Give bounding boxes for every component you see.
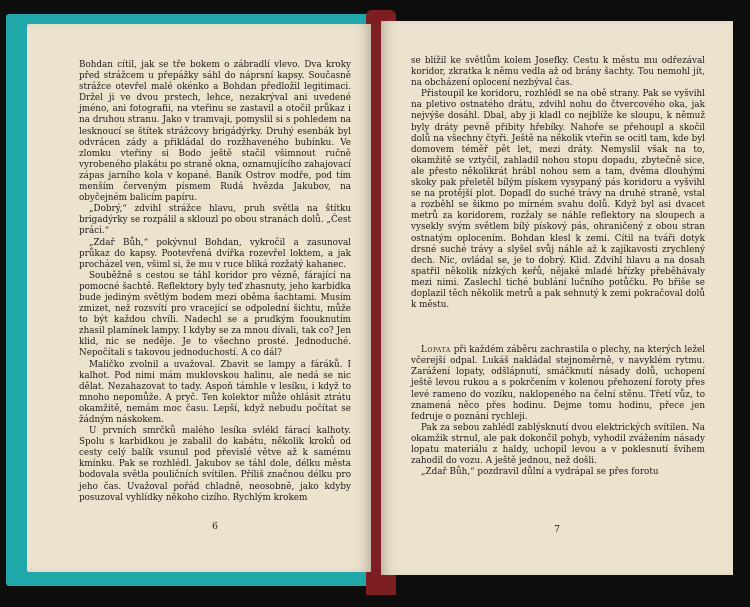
paragraph: Souběžně s cestou se táhl koridor pro vězně, fárající na pomocné šachtě. Reflektory byly teď zhasnuty, jeho karbidka bude jediným světlým bodem mezi oběma šachtami. Musím zmizet, než rozsvítí pro vracející se odpolední šichtu, může to být každou chvíli. Nadechl se a prudkým foouknutím zhasil plamínek lampy. I kdyby se za mnou dívali, tak co? Jen klid, nic se neděje. Je to všechno prosté. Jednoduché. Nepočítali s takovou jednoduchostí. A co dál? <box>79 270 351 359</box>
page-number: 7 <box>553 524 561 535</box>
paragraph <box>411 345 705 423</box>
paragraph: „Dobrý,“ zdvihl strážce hlavu, pruh světla na štítku brigadýrky se rozpálil a sklouzl po obou stranách dolů. „Čest práci.“ <box>79 204 351 237</box>
right-page <box>381 21 733 575</box>
paragraph: Bohdan cítil, jak se tře bokem o zábradlí vlevo. Dva kroky před strážcem u přepážky sáhl do náprsní kapsy. Současně strážce otevřel malé okénko a Bohdan předložil legitimaci. Držel ji ve dvou prstech, lehce, nezakrýval ani uvedené jméno, ani fotografii, na vteřinu se zastavil a otočil průkaz i na druhou stranu. Jako v tramvaji, pomyslil si s pohledem na lesknoucí se štítek strážcovy brigádýrky. Druhý esenbák byl odvrácen zády a přikládal do rozžhaveného bubínku. Ve zlomku vteřiny si Bodo ještě stačil všimnout ručně vyrobeného plakátu po straně okna, oznamujícího zahajovací zápas jarního kola v kopané. Baník Ostrov modře, pod tím menším červeným písmem Rudá hvězda Jakubov, na obyčejném balicím papíru. <box>79 60 351 204</box>
paragraph: Maličko zvolnil a uvažoval. Zbavit se lampy a fáráků. I kalhot. Pod nimi mám muklovskou halinu, ale nedá se nic dělat. Nezahazovat to tady. Aspoň támhle v lesíku, i když to mnoho nepomůže. A pryč. Ten kolektor může ohlásit ztrátu okamžitě, nemám moc času. Lepší, když nebudu počítat se žádným náskokem. <box>79 359 351 425</box>
left-page <box>27 24 371 572</box>
left-page-text <box>79 60 351 504</box>
section-break <box>411 311 705 345</box>
paragraph-text: při každém záběru zachrastila o plechy, na kterých ležel včerejší odpal. Lukáš nakládal stejnoměrně, v navyklém rytmu. Zarážení lopaty, odšlápnutí, smáčknutí násady dolů, uchopení ještě levou rukou a s pokrčením v kolenou přehození foroty přes levé rameno do vozíku, naklopeného na čelní stěnu. Třetí vůz, to znamená něco přes hodinu. Dejme tomu hodinu, přece jen fedruje o poznání rychleji. <box>411 345 705 422</box>
page-number: 6 <box>211 521 219 532</box>
paragraph: „Zdař Bůh,“ pokývnul Bohdan, vykročil a zasunoval průkaz do kapsy. Pootevřená dvířka rozevřel loktem, a jak procházel ven, všiml si, že mu v ruce bliká rozžatý kahanec. <box>79 237 351 270</box>
right-page-section-two <box>411 345 705 478</box>
paragraph: se blížil ke světlům kolem Josefky. Cestu k městu mu odřezával koridor, zkratka k němu vedla až od brány šachty. Tou nemohl jít, na obcházení oplocení nezbýval čas. <box>411 56 705 89</box>
paragraph: Přistoupil ke koridoru, rozhlédl se na obě strany. Pak se vyšvihl na pletivo ostnatého drátu, zdvihl nohu do čtvercového oka, jak nejvýše dosáhl. Dbal, aby ji kladl co nejblíže ke sloupu, k němuž byly dráty pevně přibity hřebíky. Nahoře se přehoupl a skočil dolů na všechny čtyři. Ještě na několik vteřin se ocitl tam, kde byl domovem téměř pět let, mezi dráty. Nemyslil však na to, okamžitě se vztyčil, zahladil nohou stopu dopadu, zbytečně sice, ale přesto několikrát hrábl nohou sem a tam, dvěma dlouhými skoky pak přeletěl bílým pískem vysypaný pás koridoru a vyšvihl se na protější plot. Dopadl do suché trávy na druhé straně, vstal a rozběhl se šikmo po mírném svahu dolů. Když byl asi dvacet metrů za koridorem, rozžaly se náhle reflektory na sloupech a vysekly svým světlem bílý pískový pás, ohraničený z obou stran ostnatým oplocením. Bohdan klesl k zemi. Cítil na tváři dotyk drsné suché trávy a slyšel svůj náhle až k zajíkavosti zrychlený dech. Nic, ovládal se, je to dobrý. Klid. Zdvihl hlavu a na dosah spatřil několik nízkých keřů, nějaké mladé břízky přeběhávaly mezi nimi. Zaslechl tiché bublání lučního potůčku. Po břiše se doplazil těch několik metrů a pak sehnutý k zemi pokračoval dolů k městu. <box>411 89 705 311</box>
right-page-section-one <box>411 56 705 311</box>
paragraph: U prvních smrčků malého lesíka svlékl fárací kalhoty. Spolu s karbidkou je zabalil do kabátu, několik kroků od cesty celý balík vsunul pod převislé větve až k samému kmínku. Pak se rozhlédl. Jakubov se táhl dole, délku města bodovala světla pouličních svítilen. Příliš značnou délku pro jeho čas. Uvažoval pořád chladně, neosobně, jako kdyby posuzoval vyhlídky někoho cizího. Rychlým krokem <box>79 426 351 503</box>
paragraph: „Zdař Bůh,“ pozdravil důlní a vydrápal se přes forotu <box>421 467 659 478</box>
lead-word: Lopata <box>421 345 451 356</box>
paragraph: Pak za sebou zahlédl zablýsknutí dvou elektrických svítilen. Na okamžik strnul, ale pak dokončil pohyb, vyhodil zvážením násady lopatu materiálu z haldy, uchopil levou a v poklesnutí švihem zahodil do vozu. A ještě jednou, než došli. <box>411 422 705 467</box>
